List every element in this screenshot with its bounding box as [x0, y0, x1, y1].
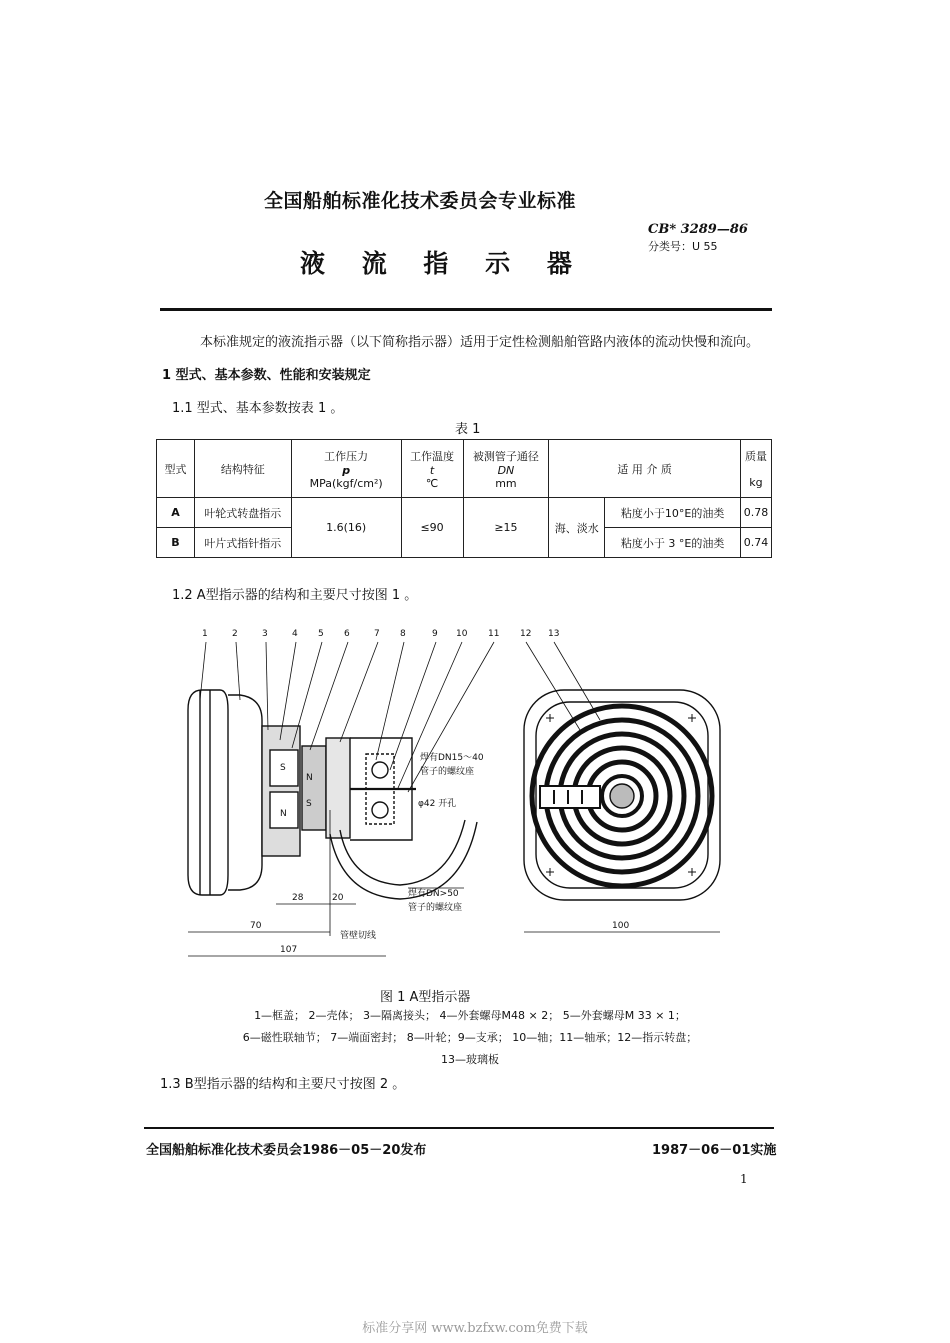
cell-medium-detail: 粘度小于10°E的油类 — [605, 498, 741, 528]
th-pressure-l3: MPa(kgf/cm²) — [309, 476, 383, 490]
isolation-joint — [262, 726, 300, 856]
th-pressure-l2: p — [342, 463, 351, 477]
th-mass — [740, 440, 771, 498]
parameter-table — [156, 439, 772, 558]
page-number: 1 — [740, 1172, 748, 1186]
callout-13: 13 — [548, 629, 560, 639]
cell-diameter: ≥15 — [463, 498, 549, 558]
note-weld-small: 焊有DN15～40 — [420, 753, 484, 763]
dim-107: 107 — [280, 945, 298, 955]
cell-pressure: 1.6(16) — [291, 498, 401, 558]
note-weld-large: 焊有DN>50 — [408, 889, 459, 899]
th-type: 型式 — [157, 440, 195, 498]
cell-temp: ≤90 — [401, 498, 463, 558]
callout-8: 8 — [400, 629, 406, 639]
th-medium: 适 用 介 质 — [549, 440, 741, 498]
callout-12: 12 — [520, 629, 532, 639]
figure-legend-line-3: 13—玻璃板 — [441, 1053, 499, 1066]
issue-date: 全国船舶标准化技术委员会1986－05－20发布 — [146, 1143, 427, 1158]
class-number: 分类号：U 55 — [648, 240, 718, 253]
callout-5: 5 — [318, 629, 324, 639]
mark-s1: S — [280, 763, 286, 773]
committee-title: 全国船舶标准化技术委员会专业标准 — [264, 190, 577, 212]
cell-medium: 海、淡水 — [549, 498, 605, 558]
note-pipe-seat-1: 管子的螺纹座 — [420, 767, 475, 777]
th-mass-l1: 质量 — [744, 450, 767, 463]
mark-n2: N — [280, 809, 287, 819]
th-temp-l3: ℃ — [425, 476, 439, 490]
effective-date: 1987－06－01实施 — [652, 1143, 777, 1158]
footer-rule — [144, 1127, 774, 1129]
cell-structure: 叶轮式转盘指示 — [194, 498, 291, 528]
watermark: 标准分享网 www.bzfxw.com免费下载 — [362, 1321, 588, 1336]
th-pressure — [291, 440, 401, 498]
mark-n1: N — [306, 773, 313, 783]
th-temp — [401, 440, 463, 498]
callout-10: 10 — [456, 629, 468, 639]
th-dia-l2: DN — [497, 463, 515, 477]
th-pressure-l1: 工作压力 — [324, 449, 369, 463]
body-outline — [228, 695, 262, 890]
th-dia-l1: 被测管子通径 — [472, 449, 539, 463]
pipe-arc — [340, 820, 465, 885]
dim-28: 28 — [292, 893, 304, 903]
callout-7: 7 — [374, 629, 380, 639]
dial-pointer-window — [540, 786, 600, 808]
callout-11: 11 — [488, 629, 500, 639]
th-diameter — [463, 440, 549, 498]
mark-s2: S — [306, 799, 312, 809]
callout-4: 4 — [292, 629, 298, 639]
section-1-2: 1.2 A型指示器的结构和主要尺寸按图 1 。 — [172, 588, 418, 603]
cell-type: B — [157, 528, 195, 558]
header-rule — [160, 308, 772, 311]
callout-9: 9 — [432, 629, 438, 639]
cell-mass: 0.78 — [740, 498, 771, 528]
th-temp-l2: t — [429, 463, 435, 477]
table-header-row — [157, 440, 772, 498]
callout-3: 3 — [262, 629, 268, 639]
cover-outline — [188, 690, 228, 895]
note-wall-line: 管壁切线 — [340, 931, 377, 941]
th-mass-l2: kg — [749, 476, 763, 489]
document-title: 液 流 指 示 器 — [300, 249, 586, 278]
dim-70: 70 — [250, 921, 262, 931]
table-caption: 表 1 — [455, 422, 481, 437]
note-hole: φ42 开孔 — [418, 799, 457, 809]
section-1-3: 1.3 B型指示器的结构和主要尺寸按图 2 。 — [160, 1077, 406, 1092]
cell-structure: 叶片式指针指示 — [194, 528, 291, 558]
dim-100: 100 — [612, 921, 630, 931]
callout-2: 2 — [232, 629, 238, 639]
cell-type: A — [157, 498, 195, 528]
standard-code: CB* 3289—86 — [648, 222, 748, 237]
figure-legend-line-1: 1—框盖； 2—壳体； 3—隔离接头； 4—外套螺母M48 × 2； 5—外套螺母M 33 × 1； — [254, 1009, 686, 1022]
callout-6: 6 — [344, 629, 350, 639]
figure-caption: 图 1 A型指示器 — [380, 990, 471, 1005]
cell-medium-detail: 粘度小于 3 °E的油类 — [605, 528, 741, 558]
figure-1-drawing — [180, 620, 740, 970]
dim-20: 20 — [332, 893, 344, 903]
intro-paragraph: 本标准规定的液流指示器（以下简称指示器）适用于定性检测船舶管路内液体的流动快慢和流向。 — [200, 335, 760, 350]
note-pipe-seat-2: 管子的螺纹座 — [408, 903, 463, 913]
section-1-1: 1.1 型式、基本参数按表 1 。 — [172, 401, 344, 416]
section-1-heading: 1 型式、基本参数、性能和安装规定 — [162, 368, 371, 383]
table-row — [157, 498, 772, 528]
th-dia-l3: mm — [495, 476, 517, 490]
callout-1: 1 — [202, 629, 208, 639]
th-structure: 结构特征 — [194, 440, 291, 498]
cell-mass: 0.74 — [740, 528, 771, 558]
th-temp-l1: 工作温度 — [410, 449, 455, 463]
figure-legend-line-2: 6—磁性联轴节； 7—端面密封； 8—叶轮；9—支承； 10—轴；11—轴承；12—指示转盘； — [242, 1031, 698, 1044]
